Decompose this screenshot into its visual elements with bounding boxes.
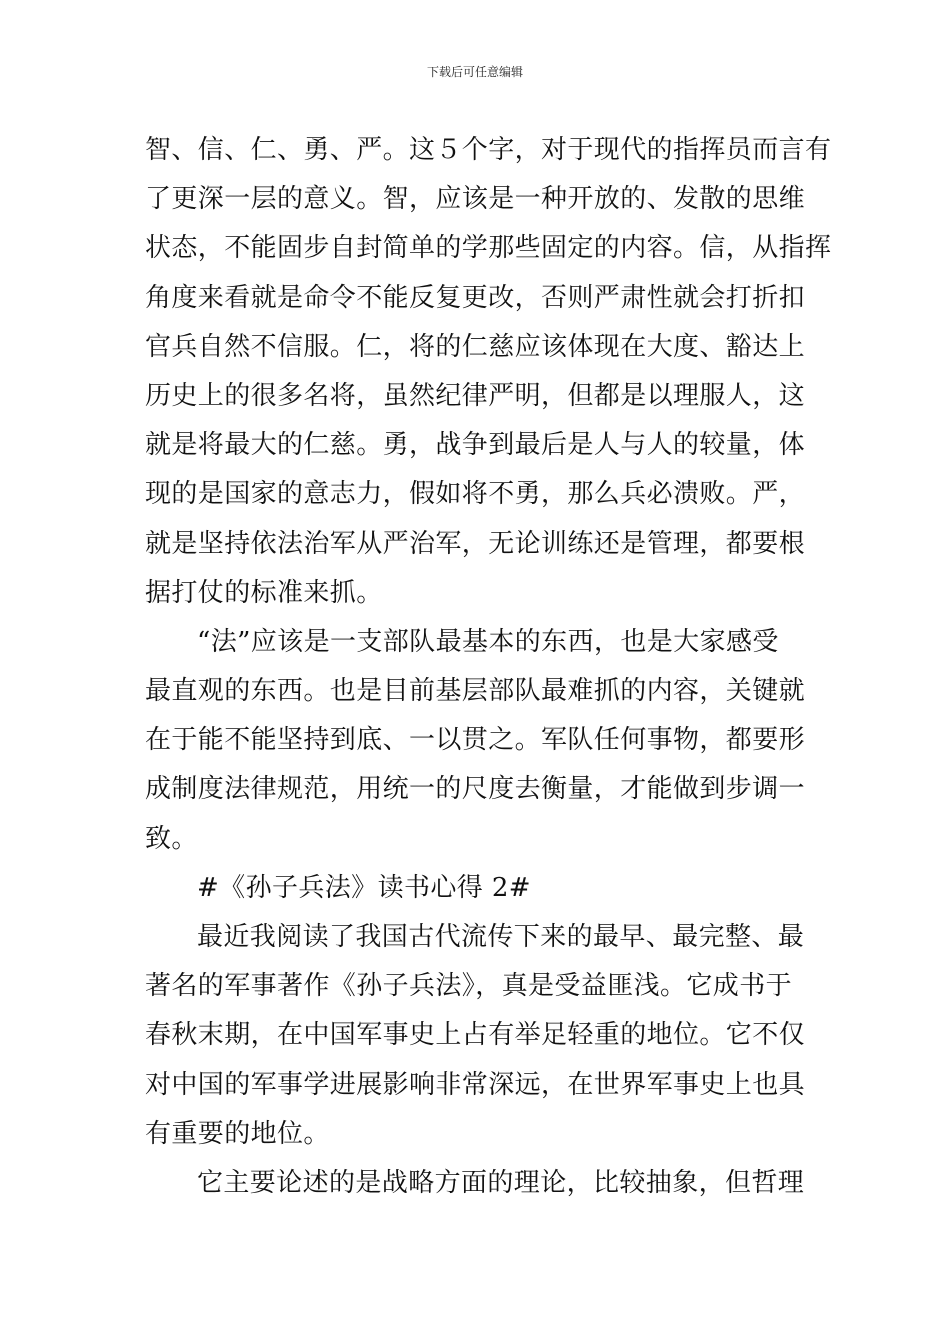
text-line: 成制度法律规范，用统一的尺度去衡量，才能做到步调一	[145, 774, 806, 805]
text-line: 就是将最大的仁慈。勇，战争到最后是人与人的较量，体	[145, 430, 806, 461]
paragraph-first-line: 它主要论述的是战略方面的理论，比较抽象，但哲理	[197, 1167, 805, 1198]
text-line: 官兵自然不信服。仁，将的仁慈应该体现在大度、豁达上	[145, 331, 806, 362]
page-header: 下载后可任意编辑	[426, 65, 523, 79]
text-line: 对中国的军事学进展影响非常深远，在世界军事史上也具	[145, 1069, 806, 1100]
text-line: 就是坚持依法治军从严治军，无论训练还是管理，都要根	[145, 528, 806, 559]
text-line: 有重要的地位。	[145, 1118, 330, 1149]
paragraph-first-line: 最近我阅读了我国古代流传下来的最早、最完整、最	[197, 922, 805, 952]
paragraph-first-line: “法”应该是一支部队最基本的东西，也是大家感受	[197, 626, 779, 657]
text-line: 最直观的东西。也是目前基层部队最难抓的内容，关键就	[145, 676, 806, 707]
text-line: 了更深一层的意义。智，应该是一种开放的、发散的思维	[145, 184, 806, 215]
text-line: 状态，不能固步自封简单的学那些固定的内容。信，从指挥	[145, 233, 832, 264]
text-line: 现的是国家的意志力，假如将不勇，那么兵必溃败。严，	[145, 479, 806, 510]
document-body	[145, 126, 832, 1208]
text-line: 著名的军事著作《孙子兵法》，真是受益匪浅。它成书于	[145, 971, 793, 1002]
text-line: 春秋末期，在中国军事史上占有举足轻重的地位。它不仅	[145, 1020, 806, 1051]
text-line: 据打仗的标准来抓。	[145, 577, 383, 608]
text-line: 角度来看就是命令不能反复更改，否则严肃性就会打折扣	[145, 282, 806, 313]
text-line: 在于能不能坚持到底、一以贯之。军队任何事物，都要形	[145, 725, 806, 756]
text-line: 智、信、仁、勇、严。这５个字，对于现代的指挥员而言有	[145, 135, 832, 165]
text-line: 致。	[145, 823, 198, 854]
section-heading: #《孙子兵法》读书心得 2#	[197, 872, 531, 903]
text-line: 历史上的很多名将，虽然纪律严明，但都是以理服人，这	[145, 380, 806, 411]
